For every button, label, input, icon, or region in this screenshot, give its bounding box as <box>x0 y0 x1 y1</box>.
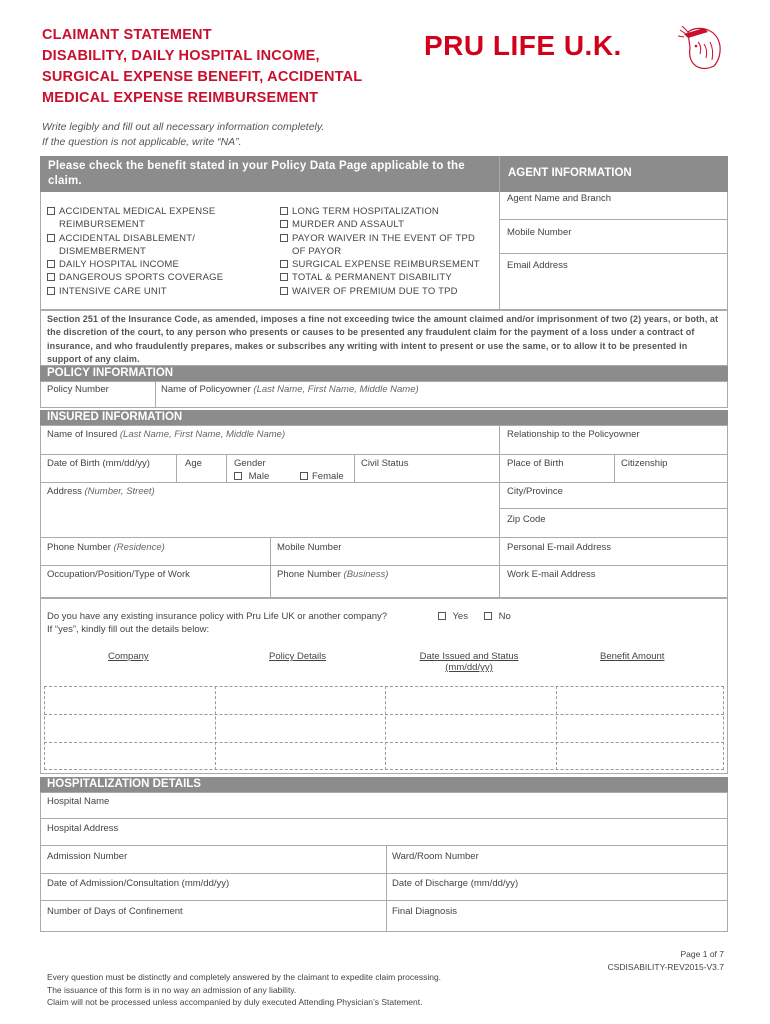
discharge-date-field[interactable]: Date of Discharge (mm/dd/yy) <box>392 878 519 889</box>
existing-insurance-no[interactable]: No <box>484 611 511 622</box>
checkbox[interactable] <box>47 287 55 295</box>
hospital-name-field[interactable]: Hospital Name <box>47 796 110 807</box>
benefit-option[interactable]: DANGEROUS SPORTS COVERAGE <box>47 271 247 284</box>
checkbox[interactable] <box>280 234 288 242</box>
checkbox[interactable] <box>300 472 308 480</box>
gender-female-option[interactable]: Female <box>300 471 344 482</box>
final-diagnosis-field[interactable]: Final Diagnosis <box>392 906 457 917</box>
checkbox[interactable] <box>280 207 288 215</box>
agent-email-field[interactable]: Email Address <box>507 260 568 271</box>
benefit-option[interactable]: INTENSIVE CARE UNIT <box>47 285 247 298</box>
benefit-option[interactable]: DAILY HOSPITAL INCOME <box>47 258 247 271</box>
benefit-option[interactable]: ACCIDENTAL MEDICAL EXPENSE REIMBURSEMENT <box>47 205 247 232</box>
admission-date-field[interactable]: Date of Admission/Consultation (mm/dd/yy) <box>47 878 230 889</box>
benefit-options-right <box>280 205 485 298</box>
checkbox[interactable] <box>47 273 55 281</box>
checkbox[interactable] <box>438 612 446 620</box>
gender-field: Gender <box>234 458 266 469</box>
hospitalization-header: HOSPITALIZATION DETAILS <box>40 777 728 792</box>
insured-header: INSURED INFORMATION <box>40 410 728 425</box>
benefit-option[interactable]: LONG TERM HOSPITALIZATION <box>280 205 485 218</box>
benefit-options-left <box>47 205 247 298</box>
policy-number-field[interactable]: Policy Number <box>47 384 109 395</box>
gender-male-option[interactable]: Male <box>234 471 269 482</box>
benefit-option[interactable]: SURGICAL EXPENSE REIMBURSEMENT <box>280 258 485 271</box>
admission-number-field[interactable]: Admission Number <box>47 851 128 862</box>
existing-insurance-instruction: If “yes”, kindly fill out the details below: <box>47 624 210 635</box>
checkbox[interactable] <box>484 612 492 620</box>
city-province-field[interactable]: City/Province <box>507 486 563 497</box>
form-code: CSDISABILITY-REV2015-V3.7 <box>607 962 724 972</box>
britannia-lion-icon <box>674 24 730 72</box>
checkbox[interactable] <box>47 260 55 268</box>
benefit-option[interactable]: WAIVER OF PREMIUM DUE TO TPD <box>280 285 485 298</box>
civil-status-field[interactable]: Civil Status <box>361 458 409 469</box>
checkbox[interactable] <box>280 220 288 228</box>
footer-notes: Every question must be distinctly and completely answered by the claimant to expedite claim processing. The issuance of this form is in no way an admission of any liability. Claim will not be processed unless accompanied by duly executed Attending Physician’s Statement. <box>47 972 442 1007</box>
page-number: Page 1 of 7 <box>680 949 724 959</box>
days-confinement-field[interactable]: Number of Days of Confinement <box>47 906 183 917</box>
benefit-option[interactable]: MURDER AND ASSAULT <box>280 218 485 231</box>
address-field[interactable]: Address (Number, Street) <box>47 486 155 497</box>
agent-mobile-field[interactable]: Mobile Number <box>507 227 572 238</box>
benefit-option[interactable]: ACCIDENTAL DISABLEMENT/ DISMEMBERMENT <box>47 232 247 259</box>
dob-field[interactable]: Date of Birth (mm/dd/yy) <box>47 458 150 469</box>
form-title: CLAIMANT STATEMENT DISABILITY, DAILY HOSPITAL INCOME, SURGICAL EXPENSE BENEFIT, ACCIDENTAL MEDICAL EXPENSE REIMBURSEMENT <box>42 27 363 106</box>
phone-business-field[interactable]: Phone Number (Business) <box>277 569 389 580</box>
citizenship-field[interactable]: Citizenship <box>621 458 668 469</box>
column-policy-details: Policy Details <box>269 651 327 662</box>
benefit-option[interactable]: TOTAL & PERMANENT DISABILITY <box>280 271 485 284</box>
age-field[interactable]: Age <box>185 458 202 469</box>
zip-code-field[interactable]: Zip Code <box>507 514 546 525</box>
work-email-field[interactable]: Work E-mail Address <box>507 569 596 580</box>
occupation-field[interactable]: Occupation/Position/Type of Work <box>47 569 190 580</box>
relationship-field[interactable]: Relationship to the Policyowner <box>507 429 640 440</box>
personal-email-field[interactable]: Personal E-mail Address <box>507 542 612 553</box>
policyowner-name-field[interactable]: Name of Policyowner (Last Name, First Name, Middle Name) <box>161 384 419 395</box>
phone-residence-field[interactable]: Phone Number (Residence) <box>47 542 165 553</box>
pru-life-logo <box>424 24 734 74</box>
existing-insurance-yes[interactable]: Yes <box>438 611 468 622</box>
checkbox[interactable] <box>280 287 288 295</box>
hospital-address-field[interactable]: Hospital Address <box>47 823 119 834</box>
column-date-issued: Date Issued and Status (mm/dd/yy) <box>419 651 519 673</box>
agent-name-field[interactable]: Agent Name and Branch <box>507 193 612 204</box>
checkbox[interactable] <box>47 207 55 215</box>
insured-name-field[interactable]: Name of Insured (Last Name, First Name, Middle Name) <box>47 429 286 440</box>
ward-room-field[interactable]: Ward/Room Number <box>392 851 479 862</box>
logo-text: PRU LIFE U.K. <box>424 30 622 61</box>
mobile-number-field[interactable]: Mobile Number <box>277 542 342 553</box>
benefit-header: Please check the benefit stated in your Policy Data Page applicable to the claim. <box>40 156 499 192</box>
existing-insurance-question: Do you have any existing insurance policy with Pru Life UK or another company? <box>47 611 388 622</box>
agent-header: AGENT INFORMATION <box>499 156 728 192</box>
checkbox[interactable] <box>234 472 242 480</box>
checkbox[interactable] <box>47 234 55 242</box>
checkbox[interactable] <box>280 273 288 281</box>
instructions: Write legibly and fill out all necessary information completely. If the question is not applicable, write “NA”. <box>42 121 325 148</box>
column-company: Company <box>108 651 149 662</box>
checkbox[interactable] <box>280 260 288 268</box>
benefit-option[interactable]: PAYOR WAIVER IN THE EVENT OF TPD OF PAYOR <box>280 232 485 259</box>
existing-insurance-table[interactable] <box>44 686 724 770</box>
place-of-birth-field[interactable]: Place of Birth <box>507 458 564 469</box>
column-benefit-amount: Benefit Amount <box>600 651 665 662</box>
legal-notice: Section 251 of the Insurance Code, as amended, imposes a fine not exceeding twice the amount claimed and/or imprisonment of two (2) years, or both, at the discretion of the court, to any person who presents or causes to be presented any fraudulent claim for the payment of a loss under a contract of insurance, and who fraudulently prepares, makes or subscribes any writing with intent to present or use the same, or to allow it to be presented in support of any claim. <box>47 314 719 364</box>
policy-header: POLICY INFORMATION <box>40 366 728 381</box>
